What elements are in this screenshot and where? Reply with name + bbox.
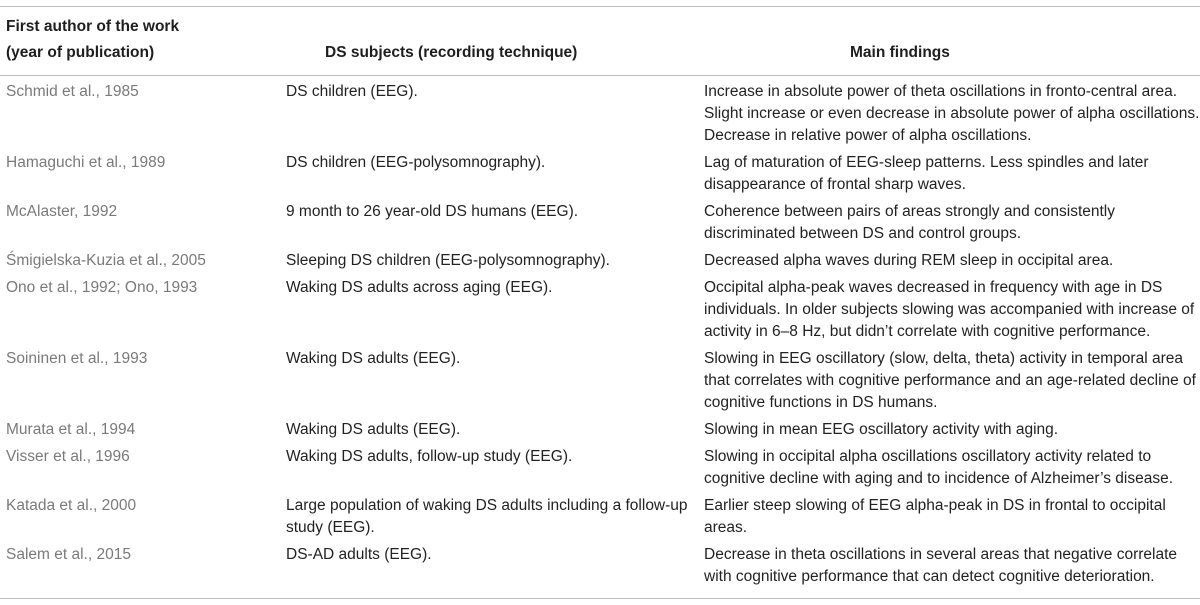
bottom-rule xyxy=(0,598,1200,599)
header-findings: Main findings xyxy=(850,44,950,61)
header-subjects: DS subjects (recording technique) xyxy=(325,44,578,61)
studies-table xyxy=(0,79,1200,591)
table-row xyxy=(0,346,1200,417)
cell-subjects: DS-AD adults (EEG). xyxy=(286,546,432,563)
cell-findings: Slowing in mean EEG oscillatory activity with aging. xyxy=(704,421,1059,438)
cell-findings: Lag of maturation of EEG-sleep patterns. Less spindles and later disappearance of frontal sharp waves. xyxy=(704,154,1149,193)
top-rule xyxy=(0,6,1200,7)
cell-findings: Earlier steep slowing of EEG alpha-peak in DS in frontal to occipital areas. xyxy=(704,497,1166,536)
cell-subjects: Waking DS adults across aging (EEG). xyxy=(286,279,553,296)
table-row xyxy=(0,248,1200,275)
cell-subjects: DS children (EEG-polysomnography). xyxy=(286,154,546,171)
cell-author: Schmid et al., 1985 xyxy=(6,83,139,100)
cell-author: Katada et al., 2000 xyxy=(6,497,137,514)
table-header xyxy=(0,12,1200,72)
table-row xyxy=(0,150,1200,199)
cell-subjects: 9 month to 26 year-old DS humans (EEG). xyxy=(286,203,579,220)
cell-subjects: DS children (EEG). xyxy=(286,83,418,100)
table-row xyxy=(0,79,1200,150)
table-row xyxy=(0,199,1200,248)
table-row xyxy=(0,444,1200,493)
table-row xyxy=(0,542,1200,591)
table-row xyxy=(0,417,1200,444)
cell-subjects: Large population of waking DS adults including a follow-up study (EEG). xyxy=(286,497,688,536)
cell-findings: Occipital alpha-peak waves decreased in frequency with age in DS individuals. In older subjects slowing was accompanied with increase of activity in 6–8 Hz, but didn’t correlate with cognitive performance. xyxy=(704,279,1195,340)
cell-findings: Slowing in EEG oscillatory (slow, delta, theta) activity in temporal area that correlates with cognitive performance and an age-related decline of cognitive functions in DS humans. xyxy=(704,350,1196,411)
cell-author: Ono et al., 1992; Ono, 1993 xyxy=(6,279,198,296)
cell-author: Soininen et al., 1993 xyxy=(6,350,148,367)
cell-author: Visser et al., 1996 xyxy=(6,448,130,465)
cell-subjects: Waking DS adults, follow-up study (EEG). xyxy=(286,448,573,465)
cell-subjects: Waking DS adults (EEG). xyxy=(286,350,461,367)
cell-author: Hamaguchi et al., 1989 xyxy=(6,154,166,171)
header-author xyxy=(6,14,266,66)
cell-findings: Increase in absolute power of theta oscillations in fronto-central area. Slight increase or even decrease in absolute power of alpha oscillations. Decrease in relative power of alpha oscillations. xyxy=(704,83,1200,144)
table-row xyxy=(0,275,1200,346)
header-rule xyxy=(0,75,1200,76)
cell-findings: Slowing in occipital alpha oscillations oscillatory activity related to cognitive decline with aging and to incidence of Alzheimer’s disease. xyxy=(704,448,1174,487)
table-row xyxy=(0,493,1200,542)
cell-author: Salem et al., 2015 xyxy=(6,546,131,563)
cell-findings: Coherence between pairs of areas strongly and consistently discriminated between DS and control groups. xyxy=(704,203,1115,242)
header-author-line2: (year of publication) xyxy=(6,44,155,61)
cell-findings: Decrease in theta oscillations in several areas that negative correlate with cognitive performance that can detect cognitive deterioration. xyxy=(704,546,1178,585)
cell-findings: Decreased alpha waves during REM sleep in occipital area. xyxy=(704,252,1114,269)
cell-author: Śmigielska-Kuzia et al., 2005 xyxy=(6,252,206,269)
cell-author: McAlaster, 1992 xyxy=(6,203,118,220)
cell-author: Murata et al., 1994 xyxy=(6,421,136,438)
cell-subjects: Waking DS adults (EEG). xyxy=(286,421,461,438)
cell-subjects: Sleeping DS children (EEG-polysomnography). xyxy=(286,252,610,269)
header-author-line1: First author of the work xyxy=(6,18,180,35)
